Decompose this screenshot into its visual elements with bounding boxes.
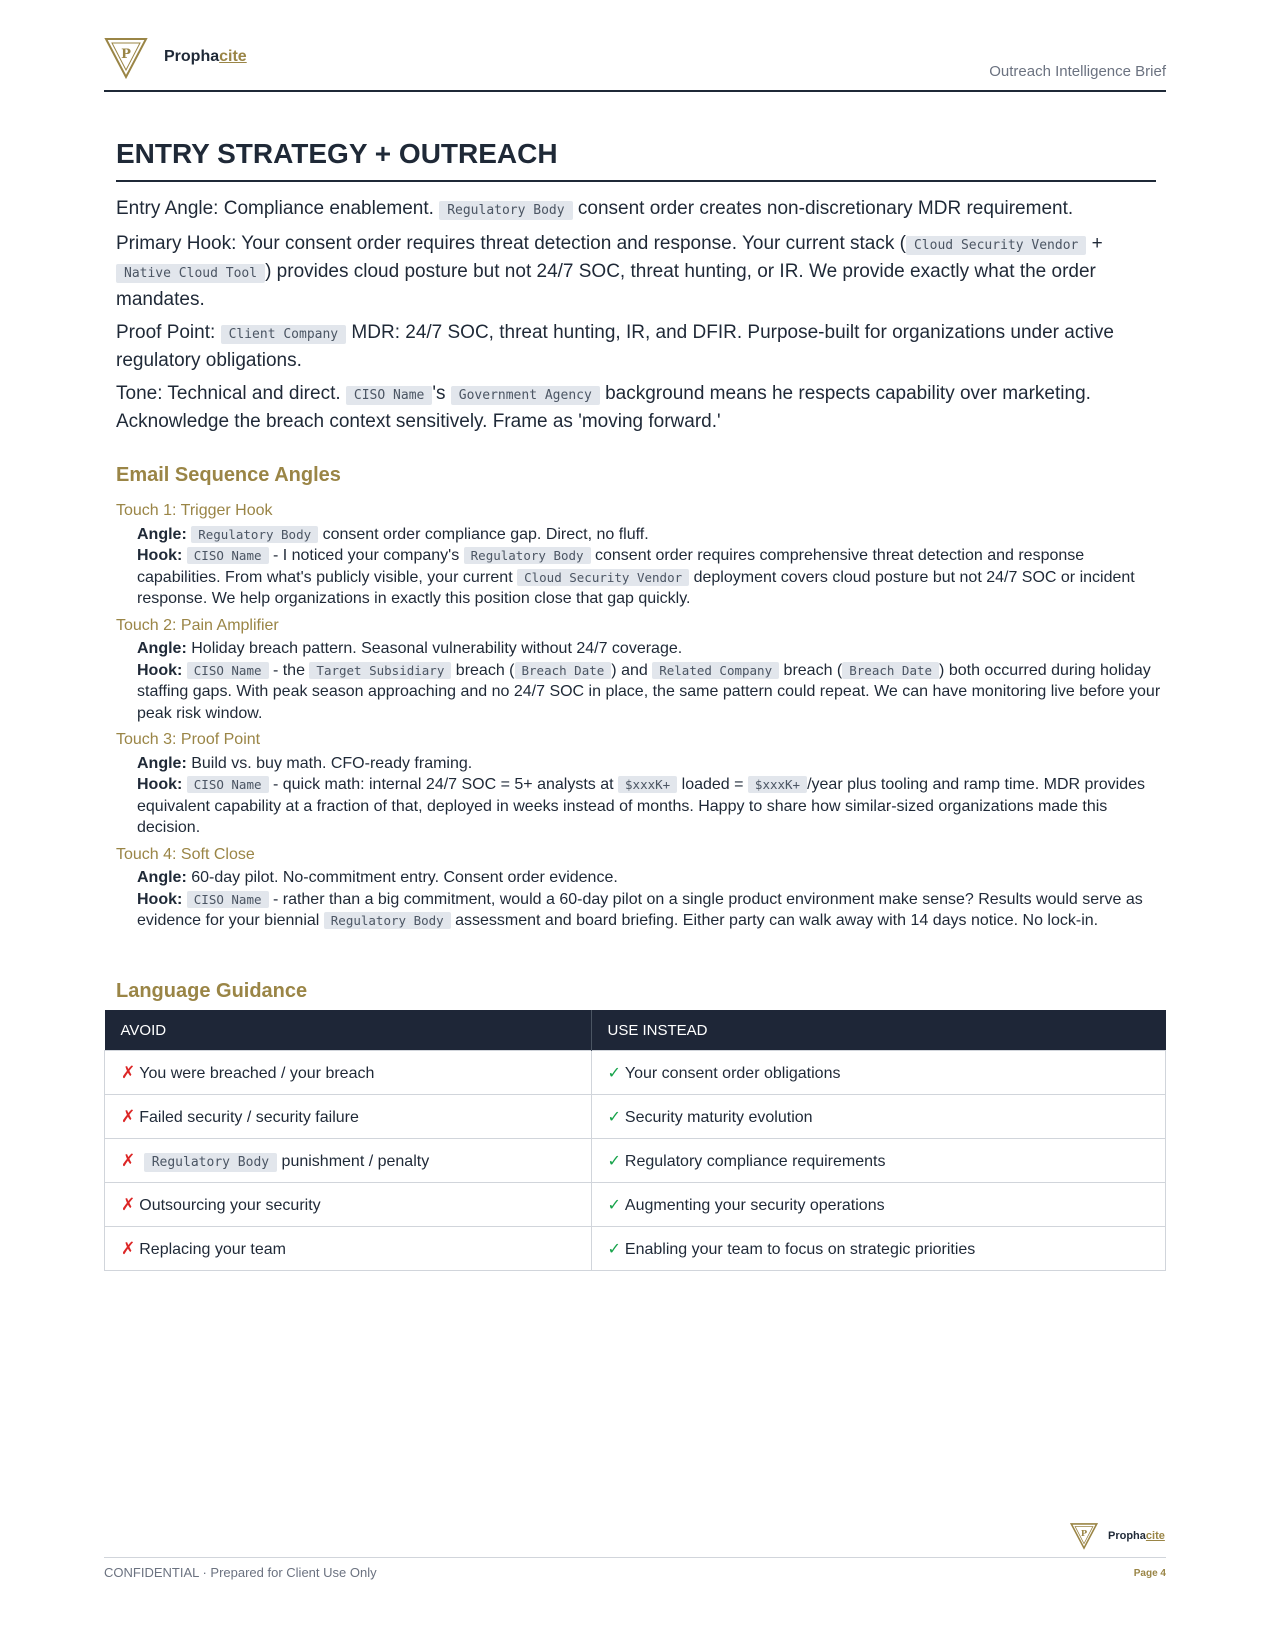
- placeholder-tag: $xxxK+: [618, 776, 677, 793]
- placeholder-tag: Client Company: [221, 325, 347, 344]
- table-header-row: [105, 1010, 1166, 1051]
- svg-text:P: P: [1080, 1528, 1088, 1538]
- page-number: Page 4: [1133, 1568, 1166, 1579]
- placeholder-tag: Regulatory Body: [439, 201, 572, 220]
- brand-name: Prophacite: [164, 48, 247, 65]
- use-instead-cell: ✓ Augmenting your security operations: [591, 1183, 1166, 1227]
- placeholder-tag: Regulatory Body: [324, 912, 451, 929]
- language-guidance-heading: Language Guidance: [116, 980, 308, 1002]
- placeholder-tag: Breach Date: [515, 662, 612, 679]
- svg-text:P: P: [121, 47, 131, 62]
- touch-2-body: [116, 638, 1166, 724]
- table-row: [105, 1051, 1166, 1095]
- column-header-use-instead: USE INSTEAD: [591, 1010, 1166, 1051]
- touch-hook: Hook: CISO Name - rather than a big commitment, would a 60-day pilot on a single product environment make sense? Results would serve as evidence for your biennial Regulatory Body assessment and board briefing. Either party can walk away with 14 days notice. No lock-in.: [137, 890, 1143, 929]
- placeholder-tag: CISO Name: [346, 386, 432, 405]
- avoid-cell: ✗ Outsourcing your security: [105, 1183, 592, 1227]
- footer-logo-icon: [1070, 1522, 1098, 1550]
- touch-3-body: [116, 753, 1166, 839]
- column-header-avoid: AVOID: [105, 1010, 592, 1051]
- language-guidance-table: [104, 1010, 1166, 1271]
- touch-2-title: Touch 2: Pain Amplifier: [116, 616, 279, 634]
- avoid-cell: ✗ You were breached / your breach: [105, 1051, 592, 1095]
- use-instead-cell: ✓ Your consent order obligations: [591, 1051, 1166, 1095]
- touch-3-title: Touch 3: Proof Point: [116, 731, 261, 748]
- brand-logo-icon: [104, 36, 148, 80]
- table-row: [105, 1139, 1166, 1183]
- placeholder-tag: CISO Name: [187, 662, 269, 679]
- touch-1-title: Touch 1: Trigger Hook: [116, 502, 273, 519]
- x-mark-icon: ✗: [121, 1238, 136, 1258]
- placeholder-tag: Government Agency: [451, 386, 600, 405]
- placeholder-tag: Regulatory Body: [144, 1153, 277, 1172]
- entry-angle-paragraph: Entry Angle: Compliance enablement. Regulatory Body consent order creates non-discretionary MDR requirement.: [116, 198, 1074, 219]
- section-title: ENTRY STRATEGY + OUTREACH: [116, 138, 1156, 182]
- x-mark-icon: ✗: [121, 1062, 136, 1082]
- check-mark-icon: ✓: [607, 1152, 621, 1170]
- touch-1-body: [116, 524, 1166, 610]
- x-mark-icon: ✗: [121, 1150, 136, 1170]
- avoid-cell: ✗ Replacing your team: [105, 1227, 592, 1271]
- touch-angle: Angle: Build vs. buy math. CFO-ready framing.: [137, 754, 473, 772]
- tone-paragraph: Tone: Technical and direct. CISO Name 's Government Agency background means he respects capability over marketing. Acknowledge the breach context sensitively. Frame as 'moving forward.': [116, 383, 1091, 432]
- use-instead-cell: ✓ Regulatory compliance requirements: [591, 1139, 1166, 1183]
- placeholder-tag: CISO Name: [187, 891, 269, 908]
- check-mark-icon: ✓: [607, 1196, 621, 1214]
- footer-brand-name: Prophacite: [1108, 1530, 1165, 1542]
- touch-hook: Hook: CISO Name - quick math: internal 24/7 SOC = 5+ analysts at $xxxK+ loaded = $xxxK+ /year plus tooling and ramp time. MDR provides equivalent capability at a fraction of that, deployed in weeks instead of months. Happy to share how similar-sized organizations made this decision.: [137, 776, 1145, 836]
- x-mark-icon: ✗: [121, 1194, 136, 1214]
- use-instead-cell: ✓ Security maturity evolution: [591, 1095, 1166, 1139]
- touch-angle: Angle: 60-day pilot. No-commitment entry. Consent order evidence.: [137, 869, 618, 886]
- placeholder-tag: Breach Date: [842, 662, 939, 679]
- confidential-notice: CONFIDENTIAL · Prepared for Client Use Only: [104, 1565, 377, 1580]
- touch-hook: Hook: CISO Name - the Target Subsidiary breach ( Breach Date ) and Related Company breach ( Breach Date ) both occurred during holiday staffing gaps. With peak season approaching and no 24/7 SOC in place, the same pattern could repeat. We can have monitoring live before your peak risk window.: [137, 661, 1161, 722]
- touch-4-title: Touch 4: Soft Close: [116, 845, 255, 863]
- avoid-cell: ✗ Regulatory Body punishment / penalty: [105, 1139, 592, 1183]
- touch-angle: Angle: Holiday breach pattern. Seasonal vulnerability without 24/7 coverage.: [137, 640, 683, 657]
- document-title: Outreach Intelligence Brief: [989, 63, 1166, 80]
- primary-hook-paragraph: Primary Hook: Your consent order requires threat detection and response. Your current stack ( Cloud Security Vendor + Native Cloud Tool ) provides cloud posture but not 24/7 SOC, threat hunting, or IR. We provide exactly what the order mandates.: [116, 233, 1103, 310]
- check-mark-icon: ✓: [607, 1108, 621, 1126]
- use-instead-cell: ✓ Enabling your team to focus on strategic priorities: [591, 1227, 1166, 1271]
- check-mark-icon: ✓: [607, 1240, 621, 1258]
- placeholder-tag: Regulatory Body: [464, 547, 591, 564]
- avoid-cell: ✗ Failed security / security failure: [105, 1095, 592, 1139]
- proof-point-paragraph: Proof Point: Client Company MDR: 24/7 SOC, threat hunting, IR, and DFIR. Purpose-built for organizations under active regulatory obligations.: [116, 322, 1114, 371]
- table-row: [105, 1227, 1166, 1271]
- placeholder-tag: $xxxK+: [748, 776, 807, 793]
- placeholder-tag: Related Company: [652, 662, 779, 679]
- footer-divider: [104, 1557, 1166, 1558]
- touch-angle: Angle: Regulatory Body consent order compliance gap. Direct, no fluff.: [137, 525, 649, 543]
- placeholder-tag: Cloud Security Vendor: [517, 569, 689, 586]
- table-row: [105, 1095, 1166, 1139]
- placeholder-tag: Cloud Security Vendor: [906, 236, 1086, 255]
- placeholder-tag: Target Subsidiary: [309, 662, 451, 679]
- table-row: [105, 1183, 1166, 1227]
- page-header: [104, 36, 1166, 92]
- check-mark-icon: ✓: [607, 1064, 621, 1082]
- entry-strategy-intro: [116, 196, 1160, 442]
- touch-4-body: [116, 867, 1166, 932]
- email-sequence: [116, 500, 1166, 937]
- placeholder-tag: CISO Name: [187, 776, 269, 793]
- email-sequence-heading: Email Sequence Angles: [116, 464, 341, 486]
- touch-hook: Hook: CISO Name - I noticed your company's Regulatory Body consent order requires comprehensive threat detection and response capabilities. From what's publicly visible, your current Cloud Security Vendor deployment covers cloud posture but not 24/7 SOC or incident response. We help organizations in exactly this position close that gap quickly.: [137, 547, 1135, 607]
- x-mark-icon: ✗: [121, 1106, 136, 1126]
- placeholder-tag: Regulatory Body: [191, 526, 318, 543]
- placeholder-tag: CISO Name: [187, 547, 269, 564]
- placeholder-tag: Native Cloud Tool: [116, 264, 265, 283]
